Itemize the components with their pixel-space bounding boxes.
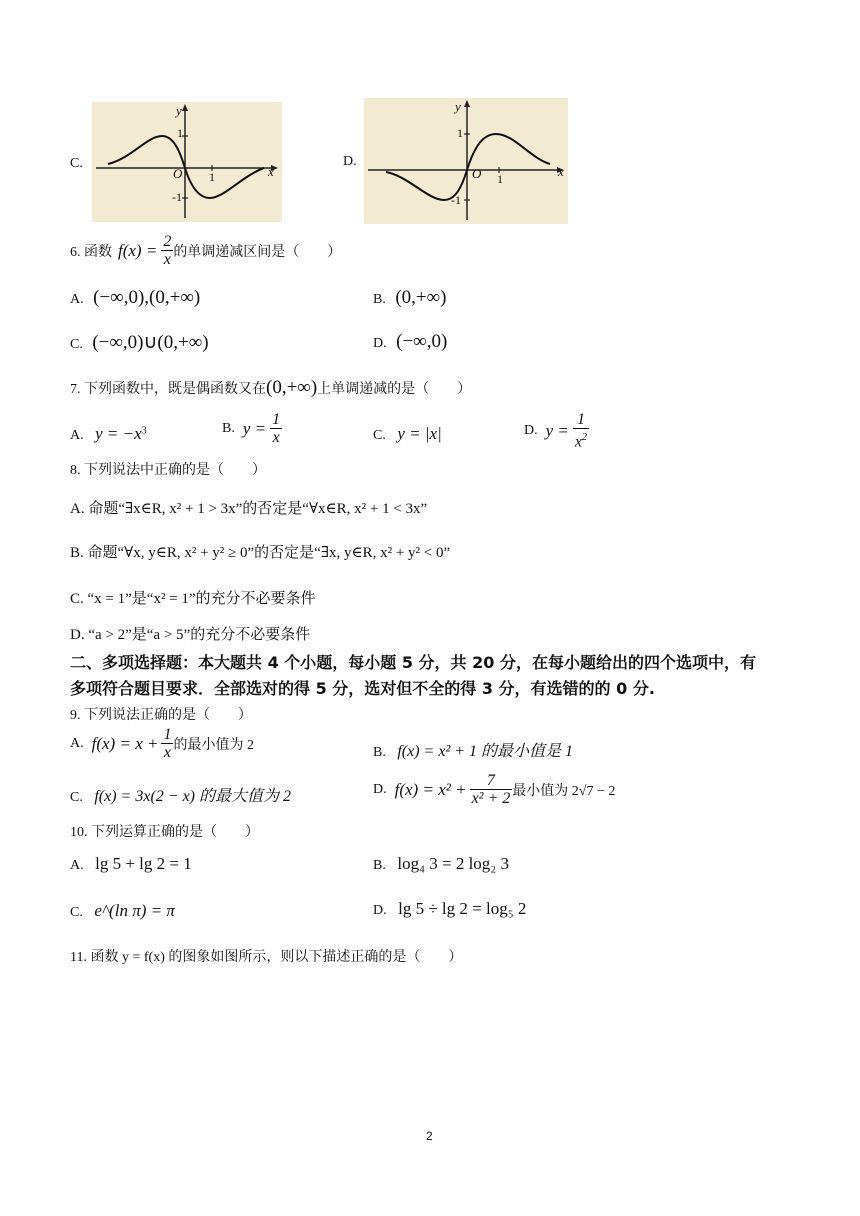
q5-option-c-graph xyxy=(92,102,282,222)
q10-stem: 10. 下列运算正确的是（ ） xyxy=(70,825,259,840)
q5-d-x-label: x xyxy=(558,164,564,179)
q6-stem-prefix: 6. 函数 xyxy=(70,244,112,260)
q8-option-a[interactable]: A. 命题“∃x∈R, x² + 1 > 3x”的否定是“∀x∈R, x² + 1 < 3x” xyxy=(70,501,428,517)
q9-option-b-label: B. xyxy=(373,745,386,760)
q6-option-c-value: (−∞,0)∪(0,+∞) xyxy=(92,332,209,353)
q5-d-neg-one-label: -1 xyxy=(451,193,461,207)
q6-option-a[interactable] xyxy=(70,287,200,309)
q5-c-neg-one-label: -1 xyxy=(172,190,182,204)
q5-d-y-label: y xyxy=(455,99,461,114)
q6-func-lhs: f(x) = xyxy=(118,240,158,260)
section2-heading-line1: 二、多项选择题：本大题共 4 个小题，每小题 5 分，共 20 分，在每小题给出的四个选项中，有 xyxy=(70,653,756,672)
q9-option-d-tail: 最小值为 2√7 − 2 xyxy=(512,783,616,799)
q5-option-d-label: D. xyxy=(343,154,357,169)
q7-option-c[interactable] xyxy=(373,424,442,444)
q8-option-d[interactable]: D. “a > 2”是“a > 5”的充分不必要条件 xyxy=(70,627,311,643)
q8-option-c[interactable]: C. “x = 1”是“x² = 1”的充分不必要条件 xyxy=(70,591,316,607)
q9-option-a-lhs: f(x) = x + xyxy=(91,733,159,753)
q7-stem xyxy=(70,377,471,399)
q7-option-c-value: y = |x| xyxy=(397,424,442,443)
q7-b-num: 1 xyxy=(272,411,281,428)
q10-option-c-label: C. xyxy=(70,905,83,920)
q5-d-tick-one-label: 1 xyxy=(497,172,503,186)
q9-option-d-label: D. xyxy=(373,781,387,797)
page-number: 2 xyxy=(426,1129,433,1143)
q5-option-c-label: C. xyxy=(70,156,83,171)
q10-option-b[interactable] xyxy=(373,854,509,874)
q9-option-c-label: C. xyxy=(70,790,83,805)
q9-option-a-label: A. xyxy=(70,735,84,751)
q5-c-tick-one-label: 1 xyxy=(209,170,215,184)
q6-frac-den: x xyxy=(163,251,171,268)
q7-stem-prefix: 7. 下列函数中，既是偶函数又在 xyxy=(70,382,266,397)
q7-option-d-fraction xyxy=(573,411,589,450)
q7-option-d-label: D. xyxy=(524,422,538,438)
q7-stem-suffix: 上单调递减的是（ ） xyxy=(317,382,472,397)
section2-heading-line2: 多项符合题目要求．全部选对的得 5 分，选对但不全的得 3 分，有选错的的 0 分. xyxy=(70,679,655,698)
q9-option-d-lhs: f(x) = x² + xyxy=(394,779,467,799)
q9-option-b[interactable] xyxy=(373,738,573,761)
q7-option-c-label: C. xyxy=(373,428,386,443)
q6-option-d[interactable] xyxy=(373,331,447,353)
q5-option-d-graph xyxy=(364,98,568,224)
q7-option-b-lhs: y = xyxy=(242,418,267,438)
q6-option-b[interactable] xyxy=(373,287,447,309)
q7-option-d[interactable] xyxy=(524,411,589,450)
q7-option-d-lhs: y = xyxy=(545,420,569,440)
q10-option-b-value: log₄ 3 = 2 log₂ 3 xyxy=(397,854,509,873)
q6-option-c[interactable] xyxy=(70,331,209,354)
q7-option-b-fraction xyxy=(270,411,282,446)
q8-option-b[interactable]: B. 命题“∀x, y∈R, x² + y² ≥ 0”的否定是“∃x, y∈R, x² + y² < 0” xyxy=(70,545,451,561)
q10-option-d-label: D. xyxy=(373,903,387,918)
q9-option-a-tail: 的最小值为 2 xyxy=(173,737,254,753)
q6-option-c-label: C. xyxy=(70,337,83,352)
q9-option-a[interactable] xyxy=(70,726,254,761)
q10-option-c[interactable] xyxy=(70,901,175,921)
q10-option-d-value: lg 5 ÷ lg 2 = log₅ 2 xyxy=(398,899,527,918)
q5-d-one-label: 1 xyxy=(457,126,463,140)
q7-interval: (0,+∞) xyxy=(266,377,318,398)
q5-d-origin-label: O xyxy=(472,166,482,181)
q6-stem xyxy=(70,233,341,268)
q10-option-d[interactable] xyxy=(373,899,526,919)
q6-option-d-value: (−∞,0) xyxy=(396,331,448,352)
q9-option-d[interactable] xyxy=(373,772,615,807)
q7-option-a[interactable]: A. $y = -x^3$ xyxy=(70,424,147,443)
q6-option-a-value: (−∞,0),(0,+∞) xyxy=(93,287,201,308)
q10-option-a-label: A. xyxy=(70,858,84,873)
q9-option-a-fraction xyxy=(161,726,173,761)
q7-d-num: 1 xyxy=(573,411,589,429)
q10-option-c-value: e^(ln π) = π xyxy=(94,901,175,920)
q6-option-d-label: D. xyxy=(373,336,387,351)
q9-d-den: x² + 2 xyxy=(471,790,511,807)
q7-option-a-label: A. xyxy=(70,428,84,443)
q9-a-den: x xyxy=(163,744,172,761)
q9-option-d-fraction xyxy=(470,772,513,807)
q9-d-num: 7 xyxy=(470,772,513,790)
q5-c-one-label: 1 xyxy=(177,126,183,140)
q6-frac-num: 2 xyxy=(163,233,172,250)
q9-a-num: 1 xyxy=(163,726,172,743)
q11-stem: 11. 函数 y = f(x) 的图象如图所示，则以下描述正确的是（ ） xyxy=(70,950,463,965)
q9-stem: 9. 下列说法正确的是（ ） xyxy=(70,708,252,723)
q7-option-b-label: B. xyxy=(222,420,235,436)
q8-stem: 8. 下列说法中正确的是（ ） xyxy=(70,463,266,478)
q10-option-a[interactable] xyxy=(70,854,192,874)
q7-d-den: $x^2$ xyxy=(574,432,588,451)
q10-option-b-label: B. xyxy=(373,858,386,873)
q7-d-den-base: x xyxy=(574,433,583,451)
q10-option-a-value: lg 5 + lg 2 = 1 xyxy=(95,854,192,873)
q7-option-b[interactable] xyxy=(222,411,282,446)
q6-stem-suffix: 的单调递减区间是（ ） xyxy=(173,244,342,260)
q5-c-y-label: y xyxy=(176,103,182,118)
q5-c-origin-label: O xyxy=(173,166,183,181)
q9-option-b-value: f(x) = x² + 1 的最小值是 1 xyxy=(397,743,574,760)
q6-option-b-label: B. xyxy=(373,292,386,307)
q7-b-den: x xyxy=(272,429,280,446)
q9-option-c-value: f(x) = 3x(2 − x) 的最大值为 2 xyxy=(94,788,292,805)
q9-option-c[interactable] xyxy=(70,783,291,806)
q6-option-b-value: (0,+∞) xyxy=(395,287,447,308)
q6-option-a-label: A. xyxy=(70,292,84,307)
q6-fraction xyxy=(161,233,173,268)
q5-c-x-label: x xyxy=(268,164,274,179)
q7-option-a-value: y = −x xyxy=(95,424,142,443)
